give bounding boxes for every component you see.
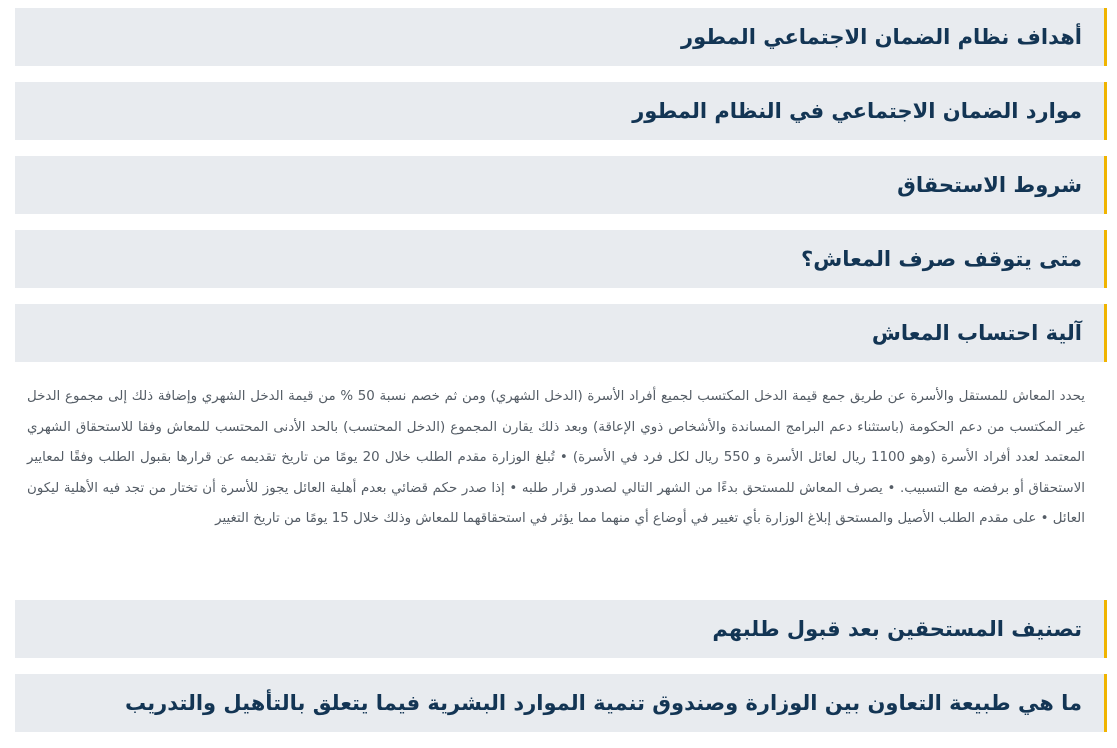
faq-item-eligibility (15, 156, 1107, 214)
faq-header-beneficiary-classification[interactable] (15, 600, 1107, 658)
faq-header-stop-payment[interactable] (15, 230, 1107, 288)
faq-title: آلية احتساب المعاش (871, 320, 1082, 345)
faq-header-pension-calculation[interactable] (15, 304, 1107, 362)
faq-title: موارد الضمان الاجتماعي في النظام المطور (632, 98, 1082, 123)
faq-accordion (15, 8, 1107, 748)
faq-item-beneficiary-classification (15, 600, 1107, 658)
faq-header-eligibility[interactable] (15, 156, 1107, 214)
faq-item-pension-calculation (15, 304, 1107, 584)
faq-title: شروط الاستحقاق (897, 172, 1082, 197)
faq-item-resources (15, 82, 1107, 140)
faq-item-hrdf-cooperation (15, 674, 1107, 732)
faq-title: متى يتوقف صرف المعاش؟ (801, 246, 1082, 271)
faq-title: تصنيف المستحقين بعد قبول طلبهم (712, 616, 1082, 641)
faq-title: ما هي طبيعة التعاون بين الوزارة وصندوق تنمية الموارد البشرية فيما يتعلق بالتأهيل والتدريب (125, 690, 1082, 715)
faq-header-hrdf-cooperation[interactable] (15, 674, 1107, 732)
faq-header-goals[interactable] (15, 8, 1107, 66)
faq-item-goals (15, 8, 1107, 66)
faq-item-stop-payment (15, 230, 1107, 288)
faq-answer-pension-calculation: يحدد المعاش للمستقل والأسرة عن طريق جمع قيمة الدخل المكتسب لجميع أفراد الأسرة (الدخل الشهري) ومن ثم خصم نسبة 50 % من قيمة الدخل الشهري وإضافة ذلك إلى مجموع الدخل غير المكتسب من دعم الحكومة (باستثناء دعم البرامج المساندة والأشخاص ذوي الإعاقة) وبعد ذلك يقارن المجموع (الدخل المحتسب) بالحد الأدنى المحتسب للمعاش وفقا للاستحقاق الشهري المعتمد لعدد أفراد الأسرة (وهو 1100 ريال لعائل الأسرة و 550 ريال لكل فرد في الأسرة) • تُبلغ الوزارة مقدم الطلب خلال 20 يومًا من تاريخ تقديمه عن قرارها بقبول الطلب وفقًا لمعايير الاستحقاق أو برفضه مع التسبيب. • يصرف المعاش للمستحق بدءًا من الشهر التالي لصدور قرار طلبه • إذا صدر حكم قضائي بعدم أهلية العائل يجوز للأسرة أن تختار من تجد فيه الأهلية ليكون العائل • على مقدم الطلب الأصيل والمستحق إبلاغ الوزارة بأي تغيير في أوضاع أي منهما مما يؤثر في استحقاقهما للمعاش وذلك خلال 15 يومًا من تاريخ التغيير (27, 389, 1085, 526)
faq-title: أهداف نظام الضمان الاجتماعي المطور (681, 24, 1082, 49)
faq-header-resources[interactable] (15, 82, 1107, 140)
